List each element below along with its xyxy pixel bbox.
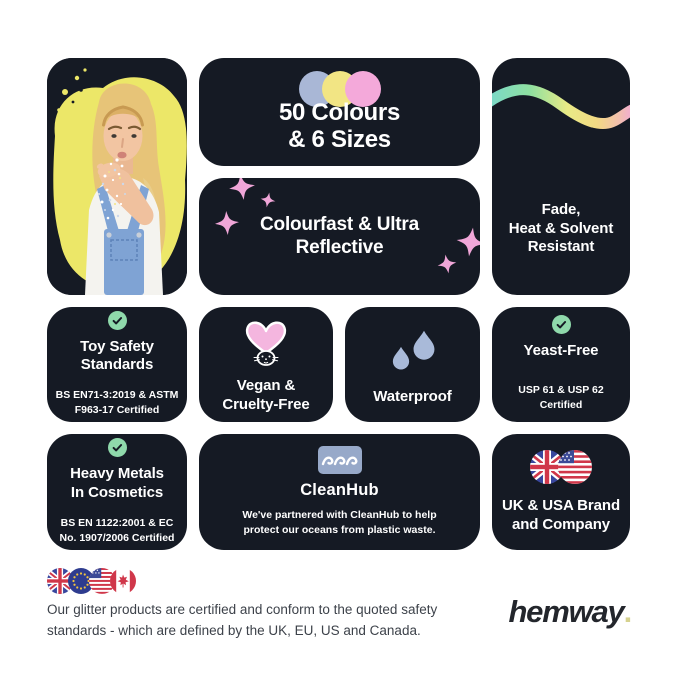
yeast-free-card — [492, 307, 630, 422]
water-drops-icon — [384, 323, 442, 375]
fade-resistant-title: Fade, Heat & Solvent Resistant — [508, 200, 614, 256]
card-grid — [47, 58, 630, 550]
rainbow-wave-icon — [492, 58, 630, 178]
colourfast-title: Colourfast & Ultra Reflective — [260, 213, 419, 258]
colours-sizes-card — [199, 58, 480, 166]
footer-flags — [47, 568, 136, 594]
hemway-logo-text: hemway — [508, 594, 624, 629]
product-photo-card — [47, 58, 187, 295]
colours-sizes-title: 50 Colours & 6 Sizes — [278, 98, 401, 153]
toy-safety-subtitle: BS EN71-3:2019 & ASTM F963-17 Certified — [55, 389, 179, 417]
waterproof-title: Waterproof — [373, 387, 452, 405]
fade-resistant-card — [492, 58, 630, 295]
cleanhub-wave-logo-icon — [317, 445, 363, 475]
canada-flag-icon — [110, 568, 136, 594]
hemway-logo — [508, 594, 631, 630]
yeast-free-subtitle: USP 61 & USP 62 Certified — [518, 384, 604, 412]
colourfast-card — [199, 178, 480, 295]
vegan-title: Vegan & Cruelty-Free — [222, 377, 310, 413]
cleanhub-body: We've partnered with CleanHub to help protect our oceans from plastic waste. — [242, 509, 437, 537]
woman-blowing-glitter-image — [47, 58, 187, 295]
flag-pair — [530, 450, 592, 484]
check-icon — [108, 311, 127, 330]
check-icon — [108, 438, 127, 457]
cleanhub-title: CleanHub — [300, 481, 379, 500]
check-icon — [552, 315, 571, 334]
hemway-logo-dot: . — [623, 594, 631, 629]
footer-disclaimer: Our glitter products are certified and conform to the quoted safety standards - which are defined by the UK, EU, US and Canada. — [47, 602, 438, 638]
cleanhub-card — [199, 434, 480, 550]
heavy-metals-subtitle: BS EN 1122:2001 & EC No. 1907/2006 Certified — [59, 516, 175, 544]
waterproof-card — [345, 307, 480, 422]
toy-safety-card — [47, 307, 187, 422]
yeast-free-title: Yeast-Free — [523, 342, 599, 360]
usa-flag-icon — [558, 450, 592, 484]
heavy-metals-title: Heavy Metals In Cosmetics — [70, 465, 164, 501]
uk-usa-card — [492, 434, 630, 550]
heart-bunny-icon — [243, 314, 289, 368]
toy-safety-title: Toy Safety Standards — [80, 337, 154, 374]
uk-usa-title: UK & USA Brand and Company — [501, 496, 621, 533]
heavy-metals-card — [47, 434, 187, 550]
vegan-card — [199, 307, 333, 422]
